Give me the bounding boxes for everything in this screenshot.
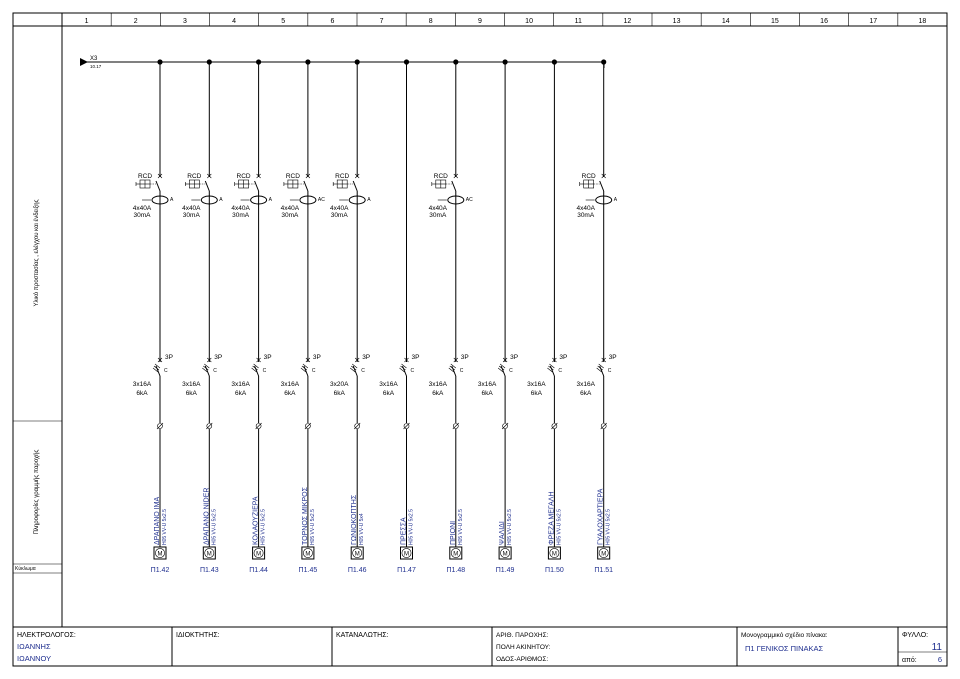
- circuit-id: Π1.51: [594, 567, 614, 574]
- circuit-Π1.51: [576, 59, 617, 574]
- rcd-rating: 4x40A: [576, 205, 595, 212]
- column-number: 9: [477, 18, 482, 25]
- breaker-curve: C: [262, 368, 267, 374]
- cable-type: H05 VV-U 5x4: [359, 513, 366, 545]
- side-label-protection: Υλικό προστασίας , ελέγχου και ένδειξης: [34, 199, 40, 307]
- breaker-trip-icon: [350, 364, 357, 372]
- rcd-sensitivity: 30mA: [429, 212, 447, 219]
- breaking-capacity: 6kA: [481, 390, 493, 397]
- breaker-poles: 3P: [263, 354, 272, 361]
- rcd-contact: [255, 181, 259, 191]
- title-block: [13, 627, 947, 666]
- column-number: 4: [232, 18, 237, 25]
- rcd-contact: [205, 181, 209, 191]
- side-label-circuit: Κύκλωμα: [15, 566, 36, 572]
- rcd-label: RCD: [236, 173, 251, 180]
- breaker-trip-icon: [301, 364, 308, 372]
- breaking-capacity: 6kA: [136, 390, 148, 397]
- breaker-rating: 3x20A: [329, 381, 349, 388]
- breaker-rating: 3x16A: [182, 381, 201, 388]
- breaker-rating: 3x16A: [231, 381, 250, 388]
- rcd-label: RCD: [335, 173, 350, 180]
- circuit-id: Π1.45: [298, 567, 318, 574]
- breaker-poles: 3P: [411, 354, 420, 361]
- rcd-label: RCD: [433, 173, 448, 180]
- breaker-rating: 3x16A: [379, 381, 398, 388]
- circuit-id: Π1.48: [446, 567, 466, 574]
- rcd-type: A: [170, 197, 174, 203]
- rcd-type: AC: [317, 197, 325, 203]
- breaker-trip-icon: [202, 364, 209, 372]
- column-number: 16: [820, 18, 828, 25]
- load-name: ΠΡΙΟΝΙ: [449, 520, 457, 545]
- rcd-sensitivity: 30mA: [330, 212, 348, 219]
- circuit-Π1.43: [182, 59, 223, 574]
- rcd-contact: [353, 181, 357, 191]
- motor-symbol: M: [354, 551, 360, 558]
- street-number-label: ΟΔΟΣ-ΑΡΙΘΜΟΣ:: [496, 656, 549, 663]
- consumer-label: ΚΑΤΑΝΑΛΩΤΗΣ:: [336, 632, 389, 639]
- load-name: ΤΟΡΝΟΣ ΜΙΚΡΟΣ: [301, 487, 309, 545]
- circuit-id: Π1.43: [199, 567, 219, 574]
- breaker-curve: C: [361, 368, 365, 374]
- rcd-type: A: [268, 197, 272, 203]
- motor-symbol: M: [404, 551, 409, 558]
- of-label: από:: [902, 657, 917, 664]
- busbar-label: X3: [90, 56, 98, 62]
- circuit-Π1.47: [379, 59, 419, 574]
- breaker-curve: C: [459, 368, 464, 374]
- breaking-capacity: 6kA: [382, 390, 395, 397]
- load-name: ΚΟΛΑΟΥΖΙΕΡΑ: [252, 496, 260, 545]
- rcd-rating: 4x40A: [231, 205, 250, 212]
- circuit-id: Π1.42: [150, 567, 170, 574]
- breaker-trip-icon: [449, 364, 456, 372]
- circuit-Π1.45: [281, 59, 326, 574]
- cable-type: H05 VV-U 5x2.5: [605, 509, 612, 545]
- owner-label: ΙΔΙΟΚΤΗΤΗΣ:: [176, 632, 220, 639]
- sheet-number: 11: [931, 642, 942, 653]
- motor-symbol: M: [502, 551, 508, 558]
- breaking-capacity: 6kA: [580, 390, 592, 397]
- load-name: ΨΑΛΙΔΙ: [499, 521, 507, 545]
- circuit-id: Π1.47: [397, 567, 416, 574]
- column-number: 17: [869, 18, 878, 25]
- rcd-type: A: [219, 197, 223, 203]
- load-name: ΔΡΑΠΑΝΟ IMA: [154, 496, 161, 545]
- column-number: 5: [281, 18, 286, 25]
- rcd-contact: [156, 181, 160, 191]
- load-name: ΔΡΑΠΑΝΟ NIDER: [203, 487, 211, 545]
- cable-type: H05 VV-U 5x2.5: [408, 509, 415, 545]
- circuit-id: Π1.49: [495, 567, 515, 574]
- load-name: ΠΡΕΣΣΑ: [400, 517, 408, 545]
- breaker-curve: C: [509, 368, 513, 374]
- circuit-id: Π1.50: [545, 567, 564, 574]
- load-name: ΓΩΝΙΟΚΟΠΤΗΣ: [351, 494, 359, 545]
- electrician-last-name: ΙΩΑΝΝΟΥ: [17, 654, 52, 663]
- motor-symbol: M: [305, 551, 311, 558]
- supply-number-label: ΑΡΙΘ. ΠΑΡΟΧΗΣ:: [496, 632, 549, 639]
- column-number: 15: [771, 18, 779, 25]
- rcd-rating: 4x40A: [182, 205, 201, 212]
- breaker-curve: C: [410, 368, 415, 374]
- cable-type: H05 VV-U 5x2.5: [260, 509, 267, 545]
- breaker-trip-icon: [597, 364, 604, 372]
- cable-type: H05 VV-U 5x2.5: [211, 509, 218, 545]
- circuit-Π1.48: [429, 59, 474, 574]
- breaker-poles: 3P: [460, 354, 469, 361]
- rcd-sensitivity: 30mA: [577, 212, 595, 219]
- rcd-rating: 4x40A: [280, 205, 300, 212]
- circuit-id: Π1.44: [249, 567, 268, 574]
- motor-symbol: M: [601, 551, 607, 558]
- property-city-label: ΠΟΛΗ ΑΚΙΝΗΤΟΥ:: [496, 644, 551, 651]
- breaker-curve: C: [311, 368, 316, 374]
- column-number: 12: [623, 18, 632, 25]
- breaker-curve: C: [164, 368, 168, 374]
- rcd-sensitivity: 30mA: [281, 212, 299, 219]
- column-number: 14: [721, 18, 730, 25]
- breaker-rating: 3x16A: [428, 381, 448, 388]
- breaking-capacity: 6kA: [234, 390, 247, 397]
- breaker-poles: 3P: [312, 354, 321, 361]
- breaker-poles: 3P: [165, 354, 173, 361]
- load-name: ΓΥΑΛΟΧΑΡΤΙΕΡΑ: [597, 488, 605, 545]
- breaker-rating: 3x16A: [576, 381, 595, 388]
- circuit-Π1.49: [478, 59, 518, 574]
- breaker-poles: 3P: [214, 354, 223, 361]
- electrician-label: ΗΛΕΚΤΡΟΛΟΓΟΣ:: [17, 632, 76, 639]
- breaker-rating: 3x16A: [132, 381, 152, 388]
- column-number: 10: [525, 18, 533, 25]
- column-number: 11: [574, 18, 582, 25]
- cable-type: H05 VV-U 5x2.5: [457, 509, 464, 545]
- rcd-label: RCD: [285, 173, 300, 180]
- column-number: 3: [182, 18, 187, 25]
- breaker-trip-icon: [547, 364, 554, 372]
- motor-symbol: M: [157, 551, 163, 558]
- breaker-poles: 3P: [559, 354, 568, 361]
- breaker-curve: C: [607, 368, 612, 374]
- rcd-label: RCD: [137, 173, 153, 180]
- rcd-type: A: [367, 197, 371, 203]
- breaking-capacity: 6kA: [530, 390, 543, 397]
- breaker-trip-icon: [252, 364, 259, 372]
- breaker-rating: 3x16A: [527, 381, 546, 388]
- cable-type: H05 VV-U 5x2.5: [309, 509, 316, 545]
- rcd-sensitivity: 30mA: [182, 212, 200, 219]
- motor-symbol: M: [256, 551, 262, 558]
- column-number-row: [62, 13, 926, 26]
- breaker-rating: 3x16A: [280, 381, 300, 388]
- column-number: 13: [672, 18, 681, 25]
- column-number: 8: [428, 18, 433, 25]
- diagram-label: Μονογραμμικό σχέδιο πίνακα:: [741, 632, 828, 639]
- side-label-feeders: Πληροφορίες γραμμής παροχής: [34, 449, 40, 535]
- breaking-capacity: 6kA: [432, 390, 444, 397]
- breaker-poles: 3P: [510, 354, 519, 361]
- motor-symbol: M: [206, 551, 212, 558]
- circuit-Π1.50: [527, 59, 567, 574]
- electrician-first-name: ΙΩΑΝΝΗΣ: [17, 642, 51, 651]
- motor-symbol: M: [551, 551, 557, 558]
- of-value: 6: [937, 655, 942, 664]
- cable-type: H05 VV-U 5x2.5: [162, 509, 168, 545]
- breaker-poles: 3P: [608, 354, 617, 361]
- rcd-type: AC: [465, 197, 473, 203]
- circuit-id: Π1.46: [347, 567, 367, 574]
- breaker-trip-icon: [498, 364, 505, 372]
- busbar-sublabel: 10.17: [90, 64, 102, 69]
- column-number: 7: [379, 18, 384, 25]
- circuit-Π1.44: [231, 59, 272, 574]
- column-number: 6: [330, 18, 335, 25]
- rcd-type: A: [613, 197, 618, 203]
- breaker-rating: 3x16A: [477, 381, 497, 388]
- breaker-curve: C: [213, 368, 217, 374]
- cable-type: H05 VV-U 5x2.5: [556, 509, 563, 545]
- motor-symbol: M: [453, 551, 459, 558]
- rcd-contact: [304, 181, 308, 191]
- breaker-trip-icon: [153, 364, 160, 372]
- rcd-contact: [452, 181, 456, 191]
- circuit-Π1.46: [330, 59, 371, 574]
- rcd-label: RCD: [581, 173, 596, 180]
- rcd-rating: 4x40A: [428, 205, 448, 212]
- column-number: 18: [918, 18, 927, 25]
- diagram-value: Π1 ΓΕΝΙΚΟΣ ΠΙΝΑΚΑΣ: [745, 644, 824, 653]
- breaker-trip-icon: [400, 364, 407, 372]
- rcd-sensitivity: 30mA: [232, 212, 250, 219]
- rcd-rating: 4x40A: [329, 205, 349, 212]
- breaking-capacity: 6kA: [284, 390, 296, 397]
- rcd-contact: [600, 181, 604, 191]
- circuit-Π1.42: [133, 59, 174, 574]
- rcd-label: RCD: [187, 173, 202, 180]
- breaker-curve: C: [558, 368, 563, 374]
- cable-type: H05 VV-U 5x2.5: [507, 509, 514, 545]
- circuit-group: [133, 59, 618, 574]
- rcd-sensitivity: 30mA: [133, 212, 151, 219]
- breaking-capacity: 6kA: [185, 390, 197, 397]
- rcd-rating: 4x40A: [132, 205, 152, 212]
- load-name: ΦΡΕΖΑ ΜΕΓΑΛΗ: [548, 491, 556, 545]
- breaking-capacity: 6kA: [333, 390, 345, 397]
- column-number: 1: [84, 18, 89, 25]
- column-number: 2: [133, 18, 138, 25]
- sheet-label: ΦΥΛΛΟ:: [902, 632, 929, 639]
- breaker-poles: 3P: [362, 354, 371, 361]
